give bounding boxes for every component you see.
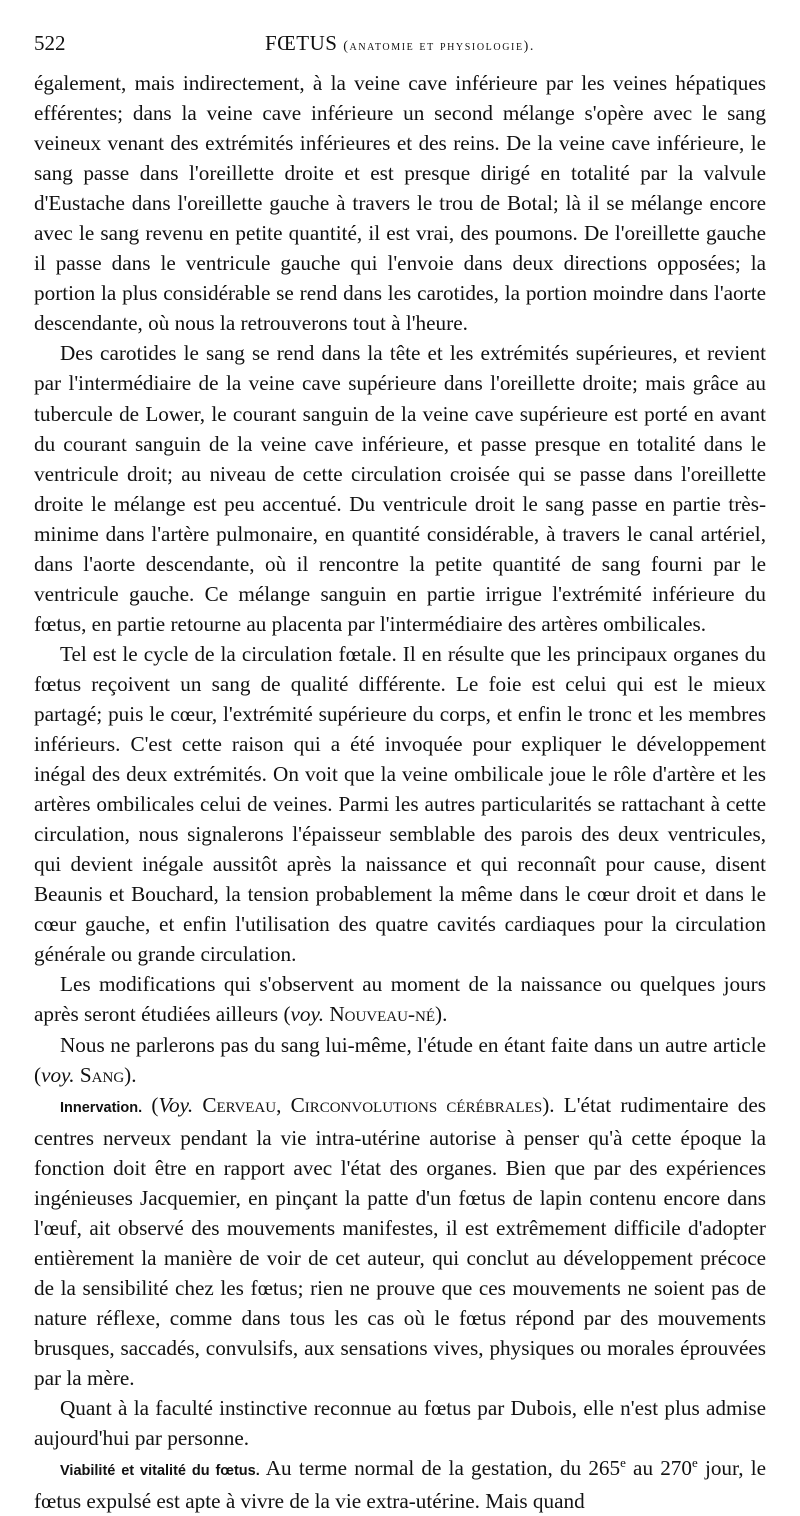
section-heading-innervation: Innervation. [60,1099,143,1116]
paragraph-4-ref: voy. [290,1002,325,1027]
paragraph-2: Des carotides le sang se rend dans la tête et les extrémités supérieures, et revient par l'intermédiaire de la veine cave supérieure dans l'oreillette droite; mais grâce au tubercule de Lower, le courant sanguin de la veine cave supérieure est porté en avant du courant sanguin de la veine cave inférieure, et passe presque en totalité dans le ventricule droit; au niveau de cette circulation croisée qui se passe dans l'oreillette droite le mélange est peu accentué. Du ventricule droit le sang passe en partie très-minime dans l'artère pulmonaire, en quantité considérable, à travers le canal artériel, dans l'aorte descendante, où il rencontre la petite quantité de sang fourni par le ventricule gauche. Ce mélange sanguin en partie irrigue l'extrémité inférieure du fœtus, en partie retourne au placenta par l'intermédiaire des artères ombilicales. [34,341,766,636]
page-number: 522 [34,31,66,55]
paragraph-8 [34,1453,766,1516]
section-heading-viabilite: Viabilité et vitalité du fœtus. [60,1463,260,1480]
ordinal-sup-2: e [692,1455,698,1471]
paragraph-5-ref-title: Sang [79,1062,125,1087]
paragraph-6 [34,1090,766,1393]
paragraph-1: également, mais indirectement, à la veine cave inférieure par les veines hépatiques efférentes; dans la veine cave inférieure un second mélange s'opère avec le sang veineux venant des extrémités inférieures et des reins. De la veine cave inférieure, le sang passe dans l'oreillette droite et est presque dirigé en totalité par la valvule d'Eustache dans l'oreillette gauche à travers le trou de Botal; là il se mélange encore avec le sang revenu en petite quantité, il est vrai, des poumons. De l'oreillette gauche il passe dans le ventricule gauche qui l'envoie dans deux directions opposées; la portion la plus considérable se rend dans les carotides, la portion moindre dans l'aorte descendante, où nous la retrouverons tout à l'heure. [34,71,766,336]
paragraph-6-ref-title: Cerveau, Circonvolutions cérébrales [202,1092,543,1117]
ordinal-sup-1: e [620,1455,626,1471]
paragraph-4 [34,969,766,1029]
paragraph-6-open: ( [151,1092,159,1117]
running-title [34,28,766,62]
paragraph-8-text-c: jour, le fœtus expulsé est apte à vivre de la vie extra-utérine. Mais quand [34,1456,766,1514]
paragraph-4-ref-title: Nouveau-né [329,1002,436,1027]
document-page [34,22,766,1516]
paragraph-7: Quant à la faculté instinctive reconnue au fœtus par Dubois, elle n'est plus admise aujourd'hui par personne. [34,1396,766,1451]
paragraph-5-end: ). [124,1062,137,1087]
paragraph-8-text-b: au 270 [625,1456,692,1481]
running-header [34,22,766,54]
paragraph-3: Tel est le cycle de la circulation fœtale. Il en résulte que les principaux organes du fœtus reçoivent un sang de qualité différente. Le foie est celui qui est le mieux partagé; puis le cœur, l'extrémité supérieure du corps, et enfin le tronc et les membres inférieurs. C'est cette raison qui a été invoquée pour expliquer le développement inégal des deux extrémités. On voit que la veine ombilicale joue le rôle d'artère et les artères ombilicales celui de veines. Parmi les autres particularités se rattachant à cette circulation, nous signalerons l'épaisseur semblable des parois des deux ventricules, qui devient inégale aussitôt après la naissance et qui reconnaît pour cause, disent Beaunis et Bouchard, la tension probablement la même dans le cœur droit et dans le cœur gauche, et enfin l'utilisation des quatre cavités cardiaques pour la circulation générale ou grande circulation. [34,641,766,967]
paragraph-6-ref: Voy. [158,1092,194,1117]
paragraph-4-end: ). [435,1002,448,1027]
paragraph-5-ref: voy. [41,1062,75,1087]
paragraph-8-text-a: Au terme normal de la gestation, du 265 [259,1456,621,1481]
paragraph-5 [34,1030,766,1090]
running-title-sub: (anatomie et physiologie). [343,39,536,54]
paragraph-6-text: ). L'état rudimentaire des centres nerveux pendant la vie intra-utérine autorise à penser qu'à cette époque la fonction doit être en rapport avec l'état des organes. Bien que par des expériences ingénieuses Jacquemier, en pinçant la patte d'un fœtus de lapin contenu encore dans l'œuf, ait observé des mouvements manifestes, il est extrêmement difficile d'adopter entièrement la manière de voir de cet auteur, qui conclut au développement précoce de la sensibilité chez les fœtus; rien ne prouve que ces mouvements ne soient pas de nature réflexe, comme dans tous les cas où le fœtus répond par des mouvements brusques, saccadés, convulsifs, aux sensations vives, physiques ou morales éprouvées par la mère. [34,1092,766,1391]
paragraph-4-text: Les modifications qui s'observent au moment de la naissance ou quelques jours après seront étudiées ailleurs ( [34,972,766,1027]
paragraph-5-text: Nous ne parlerons pas du sang lui-même, l'étude en étant faite dans un autre article ( [34,1032,766,1087]
running-title-main: FŒTUS [264,31,338,55]
